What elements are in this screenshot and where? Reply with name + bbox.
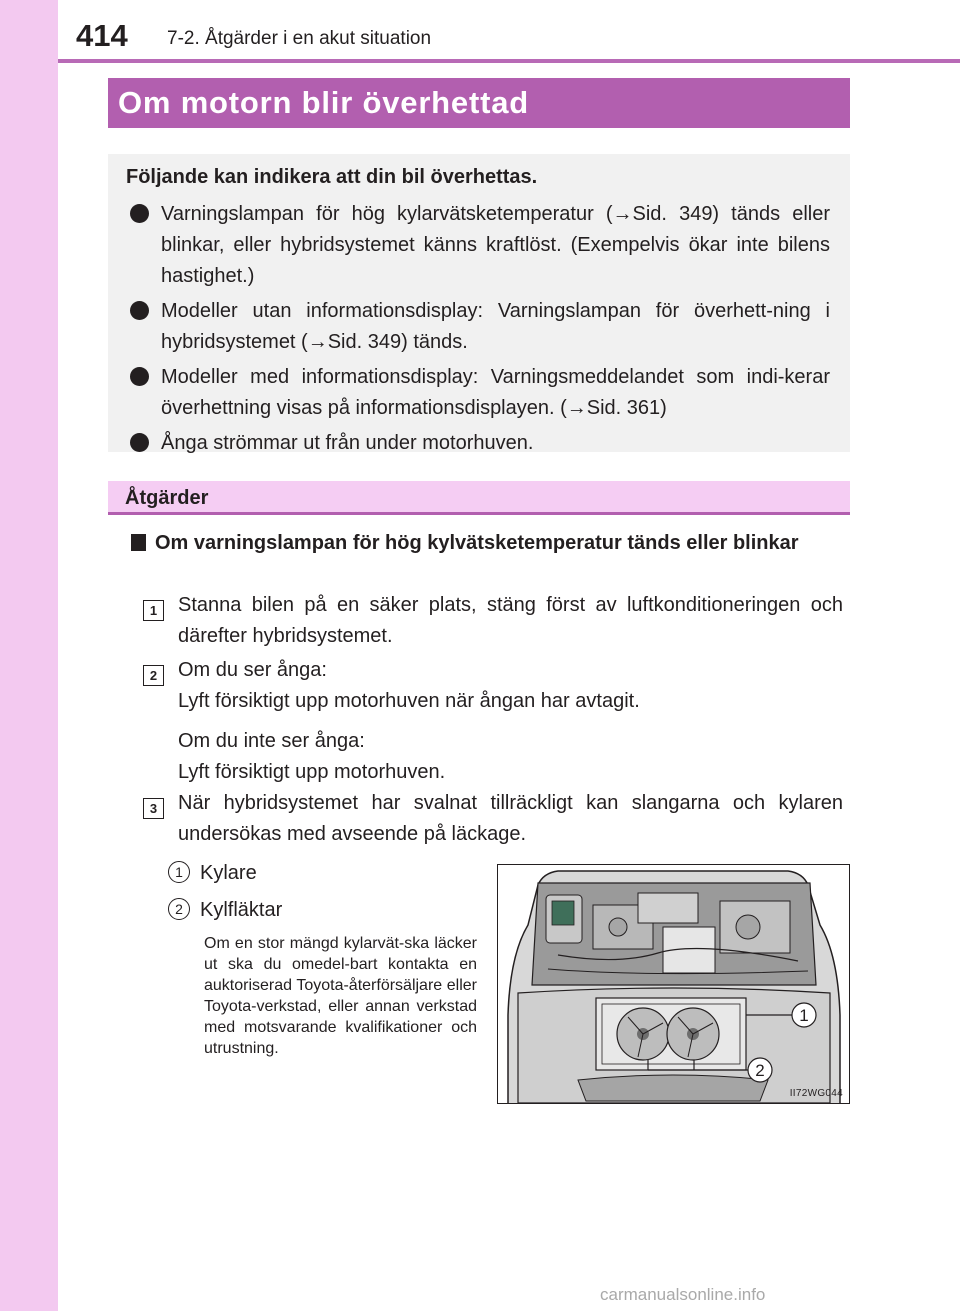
callout-1-label: 1 (799, 1006, 809, 1025)
symptom-bullet: Modeller med informationsdisplay: Varningsmeddelandet som indi-kerar överhettning visas på informationsdisplayen. (→Sid. 361) (126, 362, 830, 424)
side-tab-bar (0, 0, 58, 1311)
square-bullet-icon (131, 534, 146, 551)
page-number: 414 (76, 18, 128, 53)
legend-number: 2 (168, 898, 190, 920)
bullet-dot-icon (130, 433, 149, 452)
section-title: Åtgärder (108, 481, 850, 515)
symptom-bullet: Ånga strömmar ut från under motorhuven. (126, 428, 830, 459)
chapter-title: 7-2. Åtgärder i en akut situation (167, 28, 432, 49)
step-number: 3 (143, 798, 164, 819)
legend-item: 2 Kylfläktar (168, 896, 282, 924)
engine-bay-illustration (497, 864, 850, 1104)
illustration-code: II72WG044 (789, 1088, 843, 1099)
info-box-heading: Följande kan indikera att din bil överhettas. (126, 166, 538, 188)
legend-number: 1 (168, 861, 190, 883)
callout-2-label: 2 (755, 1061, 765, 1080)
legend-item: 1 Kylare (168, 859, 257, 887)
procedure-heading: Om varningslampan för hög kylvätsketemperatur tänds eller blinkar (131, 528, 843, 559)
step-text: När hybridsystemet har svalnat tillräckligt kan slangarna och kylaren undersökas med avseende på läckage. (178, 792, 843, 845)
engine-bay-drawing (498, 865, 849, 1103)
header-rule (58, 59, 960, 63)
step-text: Stanna bilen på en säker plats, stäng först av luftkonditioneringen och därefter hybridsystemet. (178, 594, 843, 647)
symptom-bullet: Modeller utan informationsdisplay: Varningslampan för överhett-ning i hybridsystemet (→Sid. 349) tänds. (126, 296, 830, 358)
watermark: carmanualsonline.info (600, 1285, 766, 1304)
bullet-dot-icon (130, 301, 149, 320)
warning-note: Om en stor mängd kylarvät-ska läcker ut ska du omedel-bart kontakta en auktoriserad Toyota-återförsäljare eller Toyota-verkstad, eller annan verkstad med motsvarande kvalifikationer och utrustning. (204, 935, 477, 1057)
step-number: 1 (143, 600, 164, 621)
symptom-info-box (108, 154, 850, 452)
page-title: Om motorn blir överhettad (108, 78, 850, 128)
symptom-bullet: Varningslampan för hög kylarvätsketemperatur (→Sid. 349) tänds eller blinkar, eller hybridsystemet känns kraftlöst. (Exempelvis ökar inte bilens hastighet.) (126, 199, 830, 292)
bullet-dot-icon (130, 367, 149, 386)
bullet-dot-icon (130, 204, 149, 223)
step-number: 2 (143, 665, 164, 686)
step-text: Om du ser ånga: Lyft försiktigt upp motorhuven när ångan har avtagit. Om du inte ser ånga: Lyft försiktigt upp motorhuven. (178, 659, 640, 783)
